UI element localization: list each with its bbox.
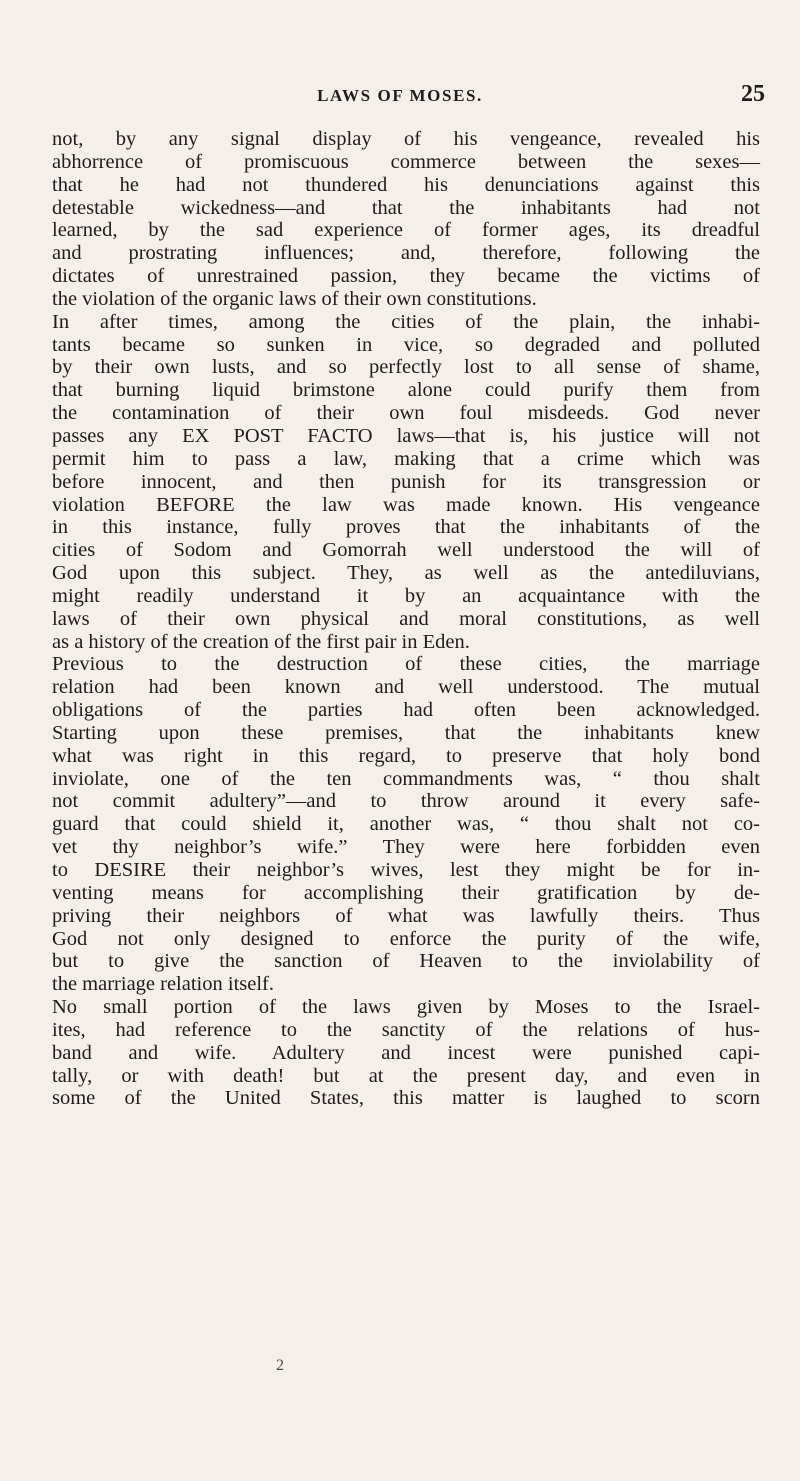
text-line: in this instance, fully proves that the inhabitants of the <box>52 516 760 539</box>
text-line: that burning liquid brimstone alone could purify them from <box>52 379 760 402</box>
text-line: before innocent, and then punish for its transgression or <box>52 470 760 493</box>
text-line: priving their neighbors of what was lawfully theirs. Thus <box>52 904 760 927</box>
text-line: inviolate, one of the ten commandments was, “ thou shalt <box>52 767 760 790</box>
signature-mark: 2 <box>276 1357 284 1374</box>
text-line: guard that could shield it, another was, “ thou shalt not co- <box>52 813 760 836</box>
text-line: relation had been known and well understood. The mutual <box>52 676 760 699</box>
page-number: 25 <box>741 81 765 107</box>
text-line: not, by any signal display of his vengeance, revealed his <box>52 128 760 150</box>
text-line: what was right in this regard, to preserve that holy bond <box>52 744 760 767</box>
body-text <box>52 128 760 1110</box>
text-line: tally, or with death! but at the present day, and even in <box>52 1064 760 1087</box>
text-line: laws of their own physical and moral constitutions, as well <box>52 607 760 630</box>
text-line: God upon this subject. They, as well as the antediluvians, <box>52 562 760 585</box>
text-line: obligations of the parties had often been acknowledged. <box>52 699 760 722</box>
text-line: abhorrence of promiscuous commerce between the sexes— <box>52 150 760 173</box>
text-line: but to give the sanction of Heaven to the inviolability of <box>52 950 760 973</box>
text-line: learned, by the sad experience of former ages, its dreadful <box>52 219 760 242</box>
text-line: band and wife. Adultery and incest were punished capi- <box>52 1041 760 1064</box>
text-line: by their own lusts, and so perfectly lost to all sense of shame, <box>52 356 760 379</box>
text-line: that he had not thundered his denunciations against this <box>52 173 760 196</box>
text-line: some of the United States, this matter is laughed to scorn <box>52 1087 760 1110</box>
text-line: as a history of the creation of the first pair in Eden. <box>52 630 470 653</box>
text-line: vet thy neighbor’s wife.” They were here forbidden even <box>52 836 760 859</box>
text-line: In after times, among the cities of the plain, the inhabi- <box>52 310 760 333</box>
text-line: detestable wickedness—and that the inhabitants had not <box>52 196 760 219</box>
text-line: violation BEFORE the law was made known. His vengeance <box>52 493 760 516</box>
text-line: No small portion of the laws given by Moses to the Israel- <box>52 996 760 1019</box>
text-line: passes any EX POST FACTO laws—that is, his justice will not <box>52 424 760 447</box>
text-line: the contamination of their own foul misdeeds. God never <box>52 402 760 425</box>
running-title: LAWS OF MOSES. <box>317 86 483 105</box>
text-line: venting means for accomplishing their gratification by de- <box>52 881 760 904</box>
text-line: Starting upon these premises, that the inhabitants knew <box>52 721 760 744</box>
text-line: Previous to the destruction of these cities, the marriage <box>52 653 760 676</box>
text-line: cities of Sodom and Gomorrah well understood the will of <box>52 539 760 562</box>
text-line: the marriage relation itself. <box>52 973 274 996</box>
running-head <box>0 81 800 116</box>
text-line: not commit adultery”—and to throw around it every safe- <box>52 790 760 813</box>
text-line: God not only designed to enforce the purity of the wife, <box>52 927 760 950</box>
text-line: dictates of unrestrained passion, they became the victims of <box>52 265 760 288</box>
text-line: might readily understand it by an acquaintance with the <box>52 584 760 607</box>
text-line: permit him to pass a law, making that a crime which was <box>52 447 760 470</box>
text-line: the violation of the organic laws of their own constitutions. <box>52 287 537 310</box>
text-line: tants became so sunken in vice, so degraded and polluted <box>52 333 760 356</box>
text-line: ites, had reference to the sanctity of the relations of hus- <box>52 1018 760 1041</box>
text-line: and prostrating influences; and, therefore, following the <box>52 242 760 265</box>
text-line: to DESIRE their neighbor’s wives, lest they might be for in- <box>52 859 760 881</box>
